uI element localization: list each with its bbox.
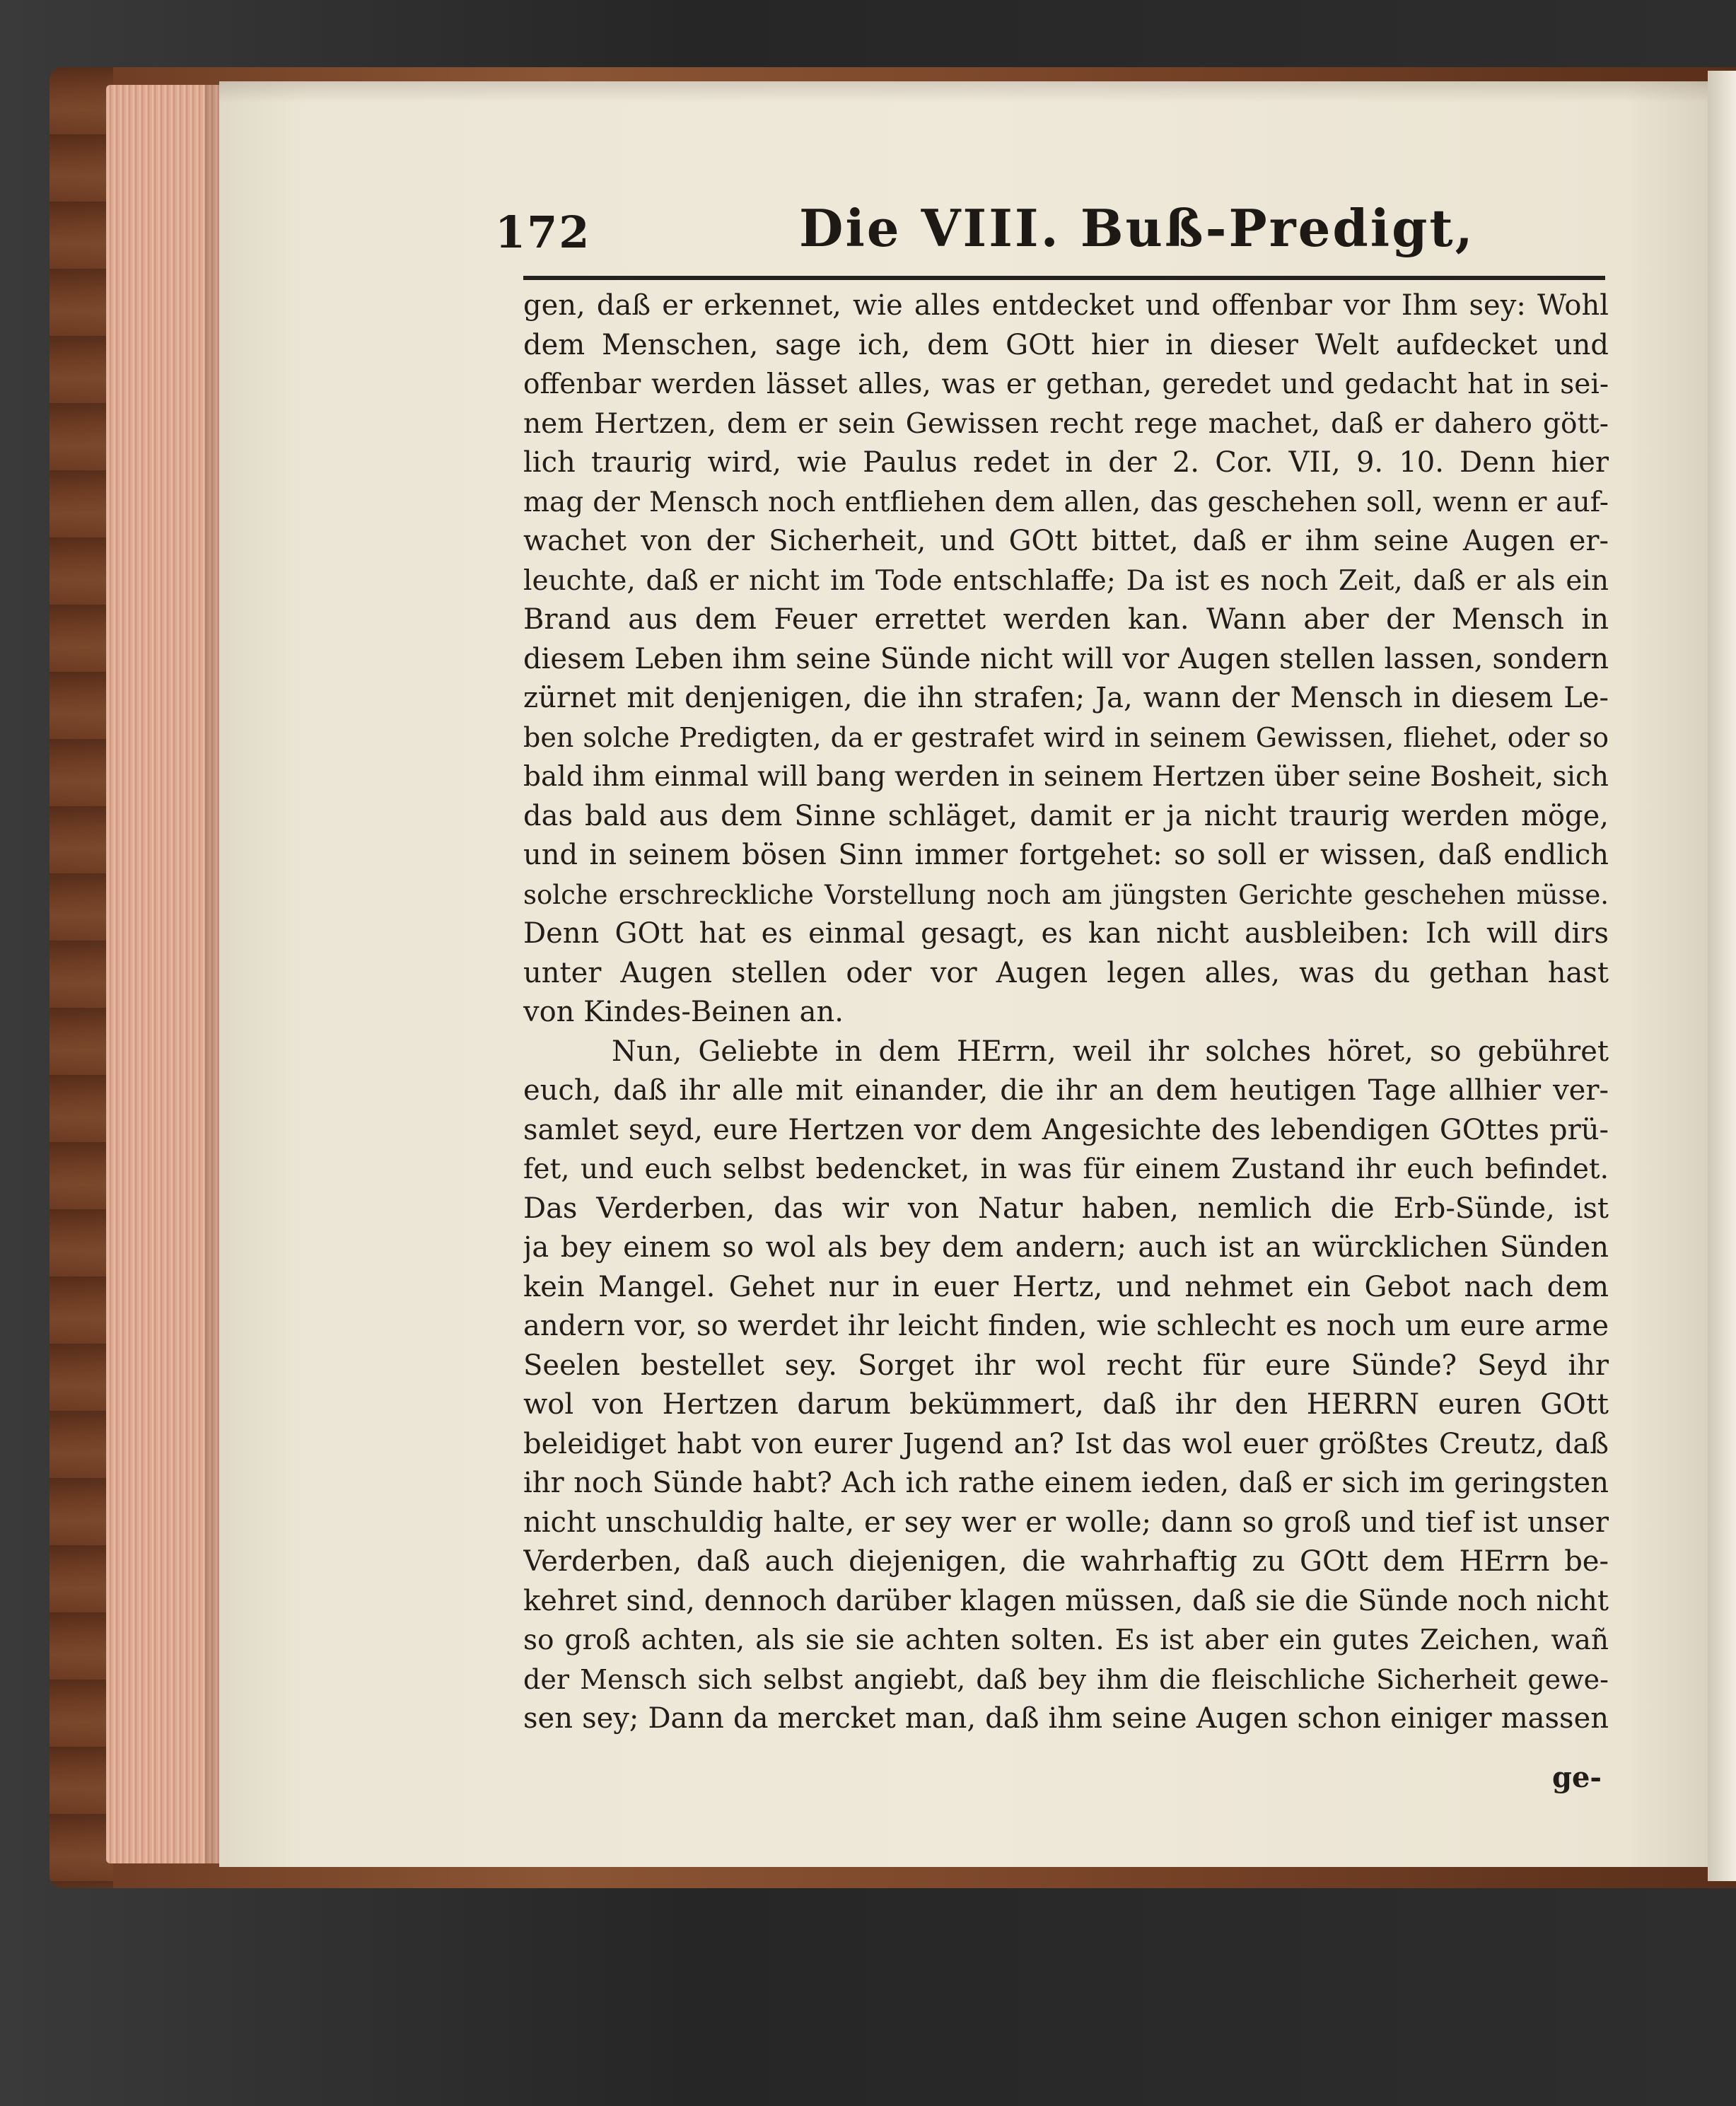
text-line: Denn GOtt hat es einmal gesagt, es kan nicht ausbleiben: Ich will dirs (523, 917, 1609, 950)
text-line: Seelen bestellet sey. Sorget ihr wol recht für eure Sünde? Seyd ihr (523, 1349, 1609, 1382)
body-text (523, 286, 1609, 1739)
text-line: Brand aus dem Feuer errettet werden kan. Wann aber der Mensch in (523, 603, 1609, 636)
text-line: leuchte, daß er nicht im Tode entschlaffe; Da ist es noch Zeit, daß er als ein (523, 564, 1609, 597)
text-line: ja bey einem so wol als bey dem andern; auch ist an würcklichen Sünden (523, 1231, 1609, 1264)
text-line: lich traurig wird, wie Paulus redet in der 2. Cor. VII, 9. 10. Denn hier (523, 446, 1609, 479)
text-line: nem Hertzen, dem er sein Gewissen recht rege machet, daß er dahero gött- (523, 407, 1609, 440)
text-line: Das Verderben, das wir von Natur haben, nemlich die Erb-Sünde, ist (523, 1192, 1609, 1225)
text-line: so groß achten, als sie sie achten solten. Es ist aber ein gutes Zeichen, wañ (523, 1624, 1609, 1656)
text-line: samlet seyd, eure Hertzen vor dem Angesichte des lebendigen GOttes prü- (523, 1113, 1609, 1146)
text-line: euch, daß ihr alle mit einander, die ihr an dem heutigen Tage allhier ver- (523, 1074, 1609, 1107)
text-line: offenbar werden lässet alles, was er gethan, geredet und gedacht hat in sei- (523, 368, 1609, 400)
paragraph-start-line: Nun, Geliebte in dem HErrn, weil ihr solches höret, so gebühret (612, 1035, 1609, 1068)
text-line: sen sey; Dann da mercket man, daß ihm seine Augen schon einiger massen (523, 1702, 1609, 1735)
header-rule (523, 276, 1605, 280)
next-leaf-edge (1708, 71, 1736, 1881)
page-top-shadow (219, 81, 1715, 103)
text-line: wachet von der Sicherheit, und GOtt bittet, daß er ihm seine Augen er- (523, 525, 1609, 557)
text-line: zürnet mit denjenigen, die ihn strafen; Ja, wann der Mensch in diesem Le- (523, 682, 1609, 714)
text-line: nicht unschuldig halte, er sey wer er wolle; dann so groß und tief ist unser (523, 1506, 1609, 1539)
text-line: fet, und euch selbst bedencket, in was für einem Zustand ihr euch befindet. (523, 1153, 1609, 1185)
text-line: kein Mangel. Gehet nur in euer Hertz, und nehmet ein Gebot nach dem (523, 1270, 1609, 1303)
text-line: unter Augen stellen oder vor Augen legen alles, was du gethan hast (523, 956, 1609, 989)
text-line: das bald aus dem Sinne schläget, damit er ja nicht traurig werden möge, (523, 799, 1609, 832)
text-line: ihr noch Sünde habt? Ach ich rathe einem ieden, daß er sich im geringsten (523, 1467, 1609, 1499)
catchword: ge- (1552, 1761, 1602, 1794)
page-title: Die VIII. Buß-Predigt, (799, 198, 1475, 258)
text-line: wol von Hertzen darum bekümmert, daß ihr den HERRN euren GOtt (523, 1388, 1609, 1421)
text-line: und in seinem bösen Sinn immer fortgehet: so soll er wissen, daß endlich (523, 839, 1609, 871)
text-line: mag der Mensch noch entfliehen dem allen, das geschehen soll, wenn er auf- (523, 486, 1609, 518)
text-line: solche erschreckliche Vorstellung noch am jüngsten Gerichte geschehen müsse. (523, 879, 1609, 910)
text-line: diesem Leben ihm seine Sünde nicht will vor Augen stellen lassen, sondern (523, 642, 1609, 675)
book-spine-edge (49, 67, 113, 1888)
text-line: von Kindes-Beinen an. (523, 996, 844, 1028)
text-line: der Mensch sich selbst angiebt, daß bey ihm die fleischliche Sicherheit gewe- (523, 1663, 1609, 1695)
text-line: andern vor, so werdet ihr leicht finden, wie schlecht es noch um eure arme (523, 1310, 1609, 1342)
text-line: beleidiget habt von eurer Jugend an? Ist das wol euer größtes Creutz, daß (523, 1427, 1609, 1460)
page-number: 172 (495, 206, 591, 258)
text-line: ben solche Predigten, da er gestrafet wird in seinem Gewissen, fliehet, oder so (523, 721, 1609, 753)
text-line: kehret sind, dennoch darüber klagen müssen, daß sie die Sünde noch nicht (523, 1584, 1609, 1617)
text-line: bald ihm einmal will bang werden in seinem Hertzen über seine Bosheit, sich (523, 761, 1609, 793)
text-line: Verderben, daß auch diejenigen, die wahrhaftig zu GOtt dem HErrn be- (523, 1545, 1609, 1578)
text-line: gen, daß er erkennet, wie alles entdecket und offenbar vor Ihm sey: Wohl (523, 289, 1609, 322)
text-line: dem Menschen, sage ich, dem GOtt hier in dieser Welt aufdecket und (523, 328, 1609, 361)
running-head (495, 198, 1605, 276)
